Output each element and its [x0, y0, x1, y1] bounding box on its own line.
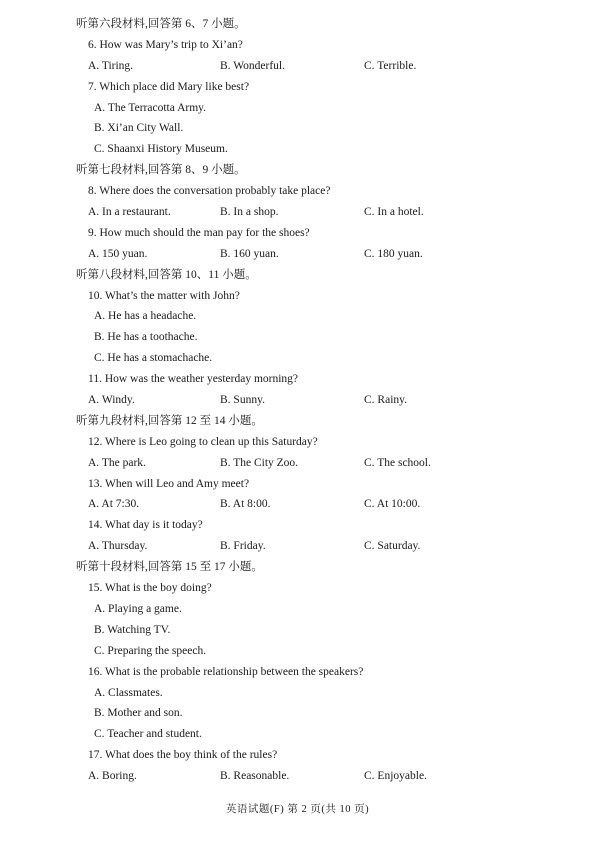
option-a: A. He has a headache. — [94, 310, 197, 323]
options-row-q11 — [76, 390, 556, 411]
option-a: A. In a restaurant. — [88, 206, 171, 219]
section-heading: 听第六段材料,回答第 6、7 小题。 — [76, 18, 246, 30]
option-c: C. Terrible. — [364, 59, 417, 72]
question-7: 7. Which place did Mary like best? — [88, 80, 250, 93]
exam-page-content — [76, 14, 556, 787]
option-b: B. Xi’an City Wall. — [94, 122, 184, 135]
option-a: A. 150 yuan. — [88, 247, 148, 260]
question-8: 8. Where does the conversation probably take place? — [88, 185, 331, 198]
option-c: C. In a hotel. — [364, 206, 424, 219]
option-c: C. Rainy. — [364, 394, 408, 407]
option-b: B. In a shop. — [220, 206, 279, 219]
options-row-q13 — [76, 494, 556, 515]
option-b: B. He has a toothache. — [94, 331, 198, 344]
section-heading: 听第七段材料,回答第 8、9 小题。 — [76, 164, 246, 177]
question-14: 14. What day is it today? — [88, 519, 203, 532]
options-row-q17 — [76, 766, 556, 787]
option-a: A. Windy. — [88, 394, 135, 407]
section-heading: 听第十段材料,回答第 15 至 17 小题。 — [76, 561, 263, 574]
question-16: 16. What is the probable relationship between the speakers? — [88, 665, 364, 678]
option-a: A. Tiring. — [88, 59, 134, 72]
option-b: B. 160 yuan. — [220, 247, 279, 260]
options-row-q6 — [76, 56, 556, 77]
option-a: A. At 7:30. — [88, 498, 140, 511]
section-heading: 听第九段材料,回答第 12 至 14 小题。 — [76, 414, 263, 427]
option-a: A. The park. — [88, 456, 146, 469]
option-c: C. 180 yuan. — [364, 247, 423, 260]
page-footer: 英语试题(F) 第 2 页(共 10 页) — [225, 804, 370, 815]
question-11: 11. How was the weather yesterday morning? — [88, 373, 299, 386]
option-b: B. Wonderful. — [220, 59, 285, 72]
option-c: C. At 10:00. — [364, 498, 421, 511]
question-10: 10. What’s the matter with John? — [88, 289, 240, 302]
option-b: B. Sunny. — [220, 394, 265, 407]
question-13: 13. When will Leo and Amy meet? — [88, 477, 250, 490]
option-b: B. Mother and son. — [94, 707, 183, 720]
option-b: B. Reasonable. — [220, 770, 290, 783]
option-c: C. Enjoyable. — [364, 770, 427, 783]
option-a: A. Classmates. — [94, 686, 163, 699]
option-b: B. Friday. — [220, 540, 266, 553]
option-a: A. The Terracotta Army. — [94, 101, 207, 114]
option-a: A. Boring. — [88, 770, 137, 783]
option-b: B. The City Zoo. — [220, 456, 299, 469]
option-a: A. Playing a game. — [94, 602, 182, 615]
section-heading: 听第八段材料,回答第 10、11 小题。 — [76, 268, 257, 281]
option-c: C. The school. — [364, 456, 431, 469]
option-c: C. Preparing the speech. — [94, 644, 207, 657]
option-c: C. He has a stomachache. — [94, 352, 213, 365]
option-a: A. Thursday. — [88, 540, 148, 553]
question-17: 17. What does the boy think of the rules? — [88, 749, 278, 762]
option-c: C. Shaanxi History Museum. — [94, 143, 228, 156]
question-15: 15. What is the boy doing? — [88, 582, 212, 595]
options-row-q9 — [76, 244, 556, 265]
options-row-q8 — [76, 202, 556, 223]
question-12: 12. Where is Leo going to clean up this Saturday? — [88, 435, 318, 448]
option-c: C. Teacher and student. — [94, 728, 202, 741]
option-b: B. Watching TV. — [94, 623, 171, 636]
option-c: C. Saturday. — [364, 540, 421, 553]
question-9: 9. How much should the man pay for the shoes? — [88, 226, 310, 239]
options-row-q14 — [76, 536, 556, 557]
options-row-q12 — [76, 453, 556, 474]
option-b: B. At 8:00. — [220, 498, 271, 511]
question-6: 6. How was Mary’s trip to Xi’an? — [88, 38, 243, 51]
